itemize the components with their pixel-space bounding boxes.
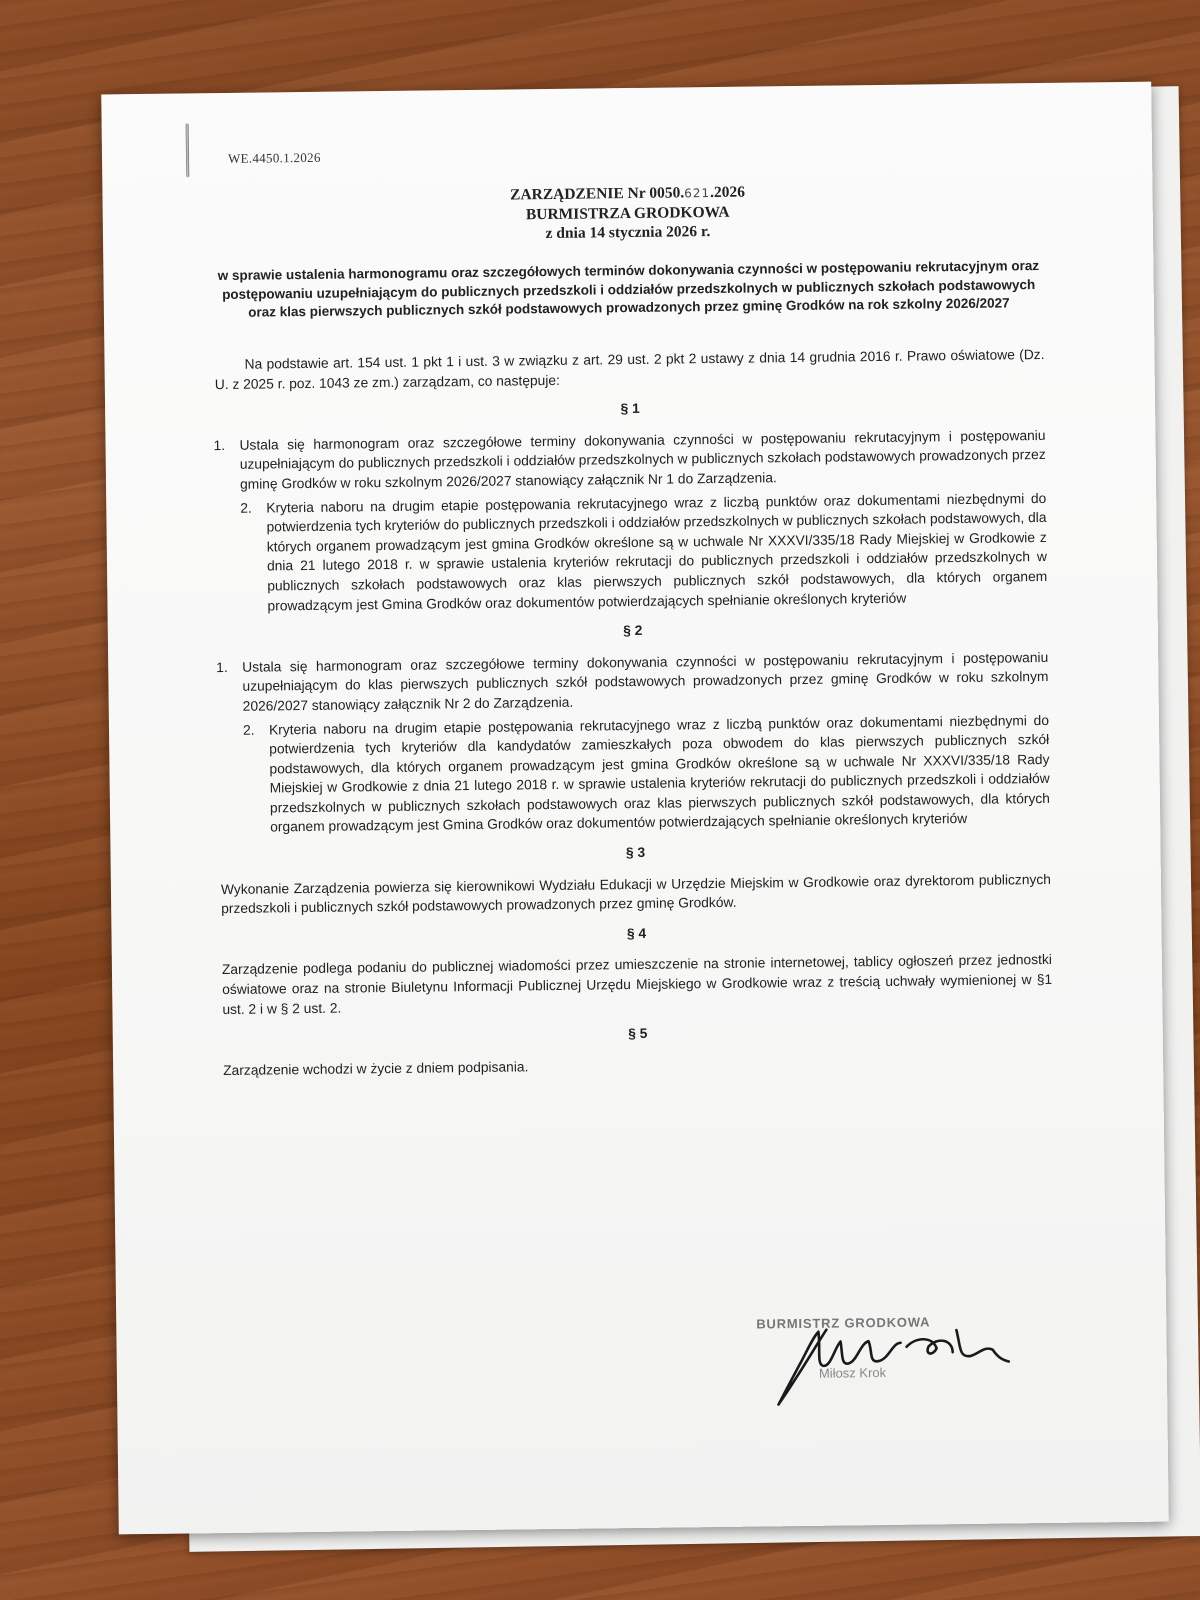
document-subject: w sprawie ustalenia harmonogramu oraz szczegółowych terminów dokonywania czynności w postępowaniu rekrutacyjnym oraz postępowaniu uzupełniającym do publicznych przedszkoli i oddziałów przedszkolnych w publicznych szkołach podstawowych oraz klas pierwszych publicznych szkół podstawowych prowadzonych przez gminę Grodków na rok szkolny 2026/2027 [217,258,1040,320]
title-line-2: BURMISTRZA GRODKOWA [525,203,730,224]
handwritten-number: 621 [684,186,711,201]
handwritten-signature [756,1305,1017,1418]
stamp-name: Miłosz Krok [818,1364,887,1381]
document-title [102,178,1153,249]
item-number: 1. [216,659,228,675]
section-1-heading: § 1 [620,401,640,417]
item-number: 2. [240,500,252,516]
item-number: 2. [242,722,255,738]
staple-mark [186,123,190,177]
section-2-item-2 [243,710,1050,837]
item-text: Kryteria naboru na drugim etapie postępowania rekrutacyjnego wraz z liczbą punktów oraz dokumentami niezbędnymi do potwierdzenia tych kryteriów dla kandydatów zamieszkałych poza obwodem do klas pierwszych publicznych szkół podstawowych, dla których organem prowadzącym jest gmina Grodków określone są w uchwale Nr XXXVI/335/18 Rady Miejskiej w Grodkowie z dnia 21 lutego 2018 r. w sprawie ustalenia kryteriów rekrutacji do publicznych przedszkoli i oddziałów przedszkolnych w publicznych szkołach podstawowych oraz klas pierwszych publicznych szkół podstawowych, dla których organem prowadzącym jest Gmina Grodków oraz dokumentów potwierdzających spełnianie określonych kryteriów [268,712,1051,835]
section-5-text: Zarządzenie wchodzi w życie z dniem podpisania. [223,1059,529,1078]
item-number: 1. [213,437,226,453]
section-4-text: Zarządzenie podlega podaniu do publicznej wiadomości przez umieszczenie na stronie internetowej, tablicy ogłoszeń przez jednostki oświatowe oraz na stronie Biuletynu Informacji Publicznej Urzędu Miejskiego w Grodkowie wraz z treścią uchwały wymienionej w §1 ust. 2 i w § 2 ust. 2. [221,952,1053,1017]
item-text: Kryteria naboru na drugim etapie postępowania rekrutacyjnego wraz z liczbą punktów oraz dokumentami niezbędnymi do potwierdzenia tych kryteriów do publicznych przedszkoli i oddziałów przedszkolnych w publicznych szkołach podstawowych, dla których organem prowadzącym jest gmina Grodków określone są w uchwale Nr XXXVI/335/18 Rady Miejskiej w Grodkowie z dnia 21 lutego 2018 r. w sprawie ustalenia kryteriów rekrutacji do publicznych przedszkoli i oddziałów przedszkolnych w publicznych szkołach podstawowych oraz klas pierwszych publicznych szkół podstawowych, dla których organem prowadzącym jest Gmina Grodków oraz dokumentów potwierdzających spełnianie określonych kryteriów [266,490,1048,614]
section-2-heading: § 2 [623,623,643,639]
section-4-heading: § 4 [626,925,647,941]
section-3-heading: § 3 [625,844,646,861]
stamp-title: BURMISTRZ GRODKOWA [756,1314,931,1332]
item-text: Ustala się harmonogram oraz szczegółowe terminy dokonywania czynności w postępowaniu rekrutacyjnym i postępowaniu uzupełniającym do publicznych przedszkoli i oddziałów przedszkolnych w publicznych szkołach podstawowych prowadzonych przez gminę Grodków w roku szkolnym 2026/2027 stanowiący załącznik Nr 1 do Zarządzenia. [239,427,1046,492]
reference-number: WE.4450.1.2026 [227,149,321,166]
section-3-text: Wykonanie Zarządzenia powierza się kierownikowi Wydziału Edukacji w Urzędzie Miejskim w Grodkowie oraz dyrektorom publicznych przedszkoli i publicznych szkół podstawowych prowadzonych przez gminę Grodków. [220,871,1051,917]
title-prefix: ZARZĄDZENIE Nr 0050. [509,184,685,204]
section-2-item-1 [216,648,1049,717]
document-body [214,345,1053,1080]
signature-stamp [756,1305,1017,1418]
title-year: .2026 [709,183,746,202]
item-text: Ustala się harmonogram oraz szczegółowe terminy dokonywania czynności w postępowaniu rekrutacyjnym i postępowaniu uzupełniającym do klas pierwszych publicznych szkół podstawowych prowadzonych przez gminę Grodków w roku szkolnym 2026/2027 stanowiący załącznik Nr 2 do Zarządzenia. [242,649,1049,714]
preamble: Na podstawie art. 154 ust. 1 pkt 1 i ust. 3 w związku z art. 29 ust. 2 pkt 2 ustawy z dnia 14 grudnia 2016 r. Prawo oświatowe (Dz. U. z 2025 r. poz. 1043 ze zm.) zarządzam, co następuje: [214,346,1045,392]
title-line-3: z dnia 14 stycznia 2026 r. [545,223,711,243]
section-1-item-1 [213,426,1046,495]
section-5-heading: § 5 [628,1026,648,1042]
document-page [101,82,1169,1535]
section-1-item-2 [240,489,1047,616]
